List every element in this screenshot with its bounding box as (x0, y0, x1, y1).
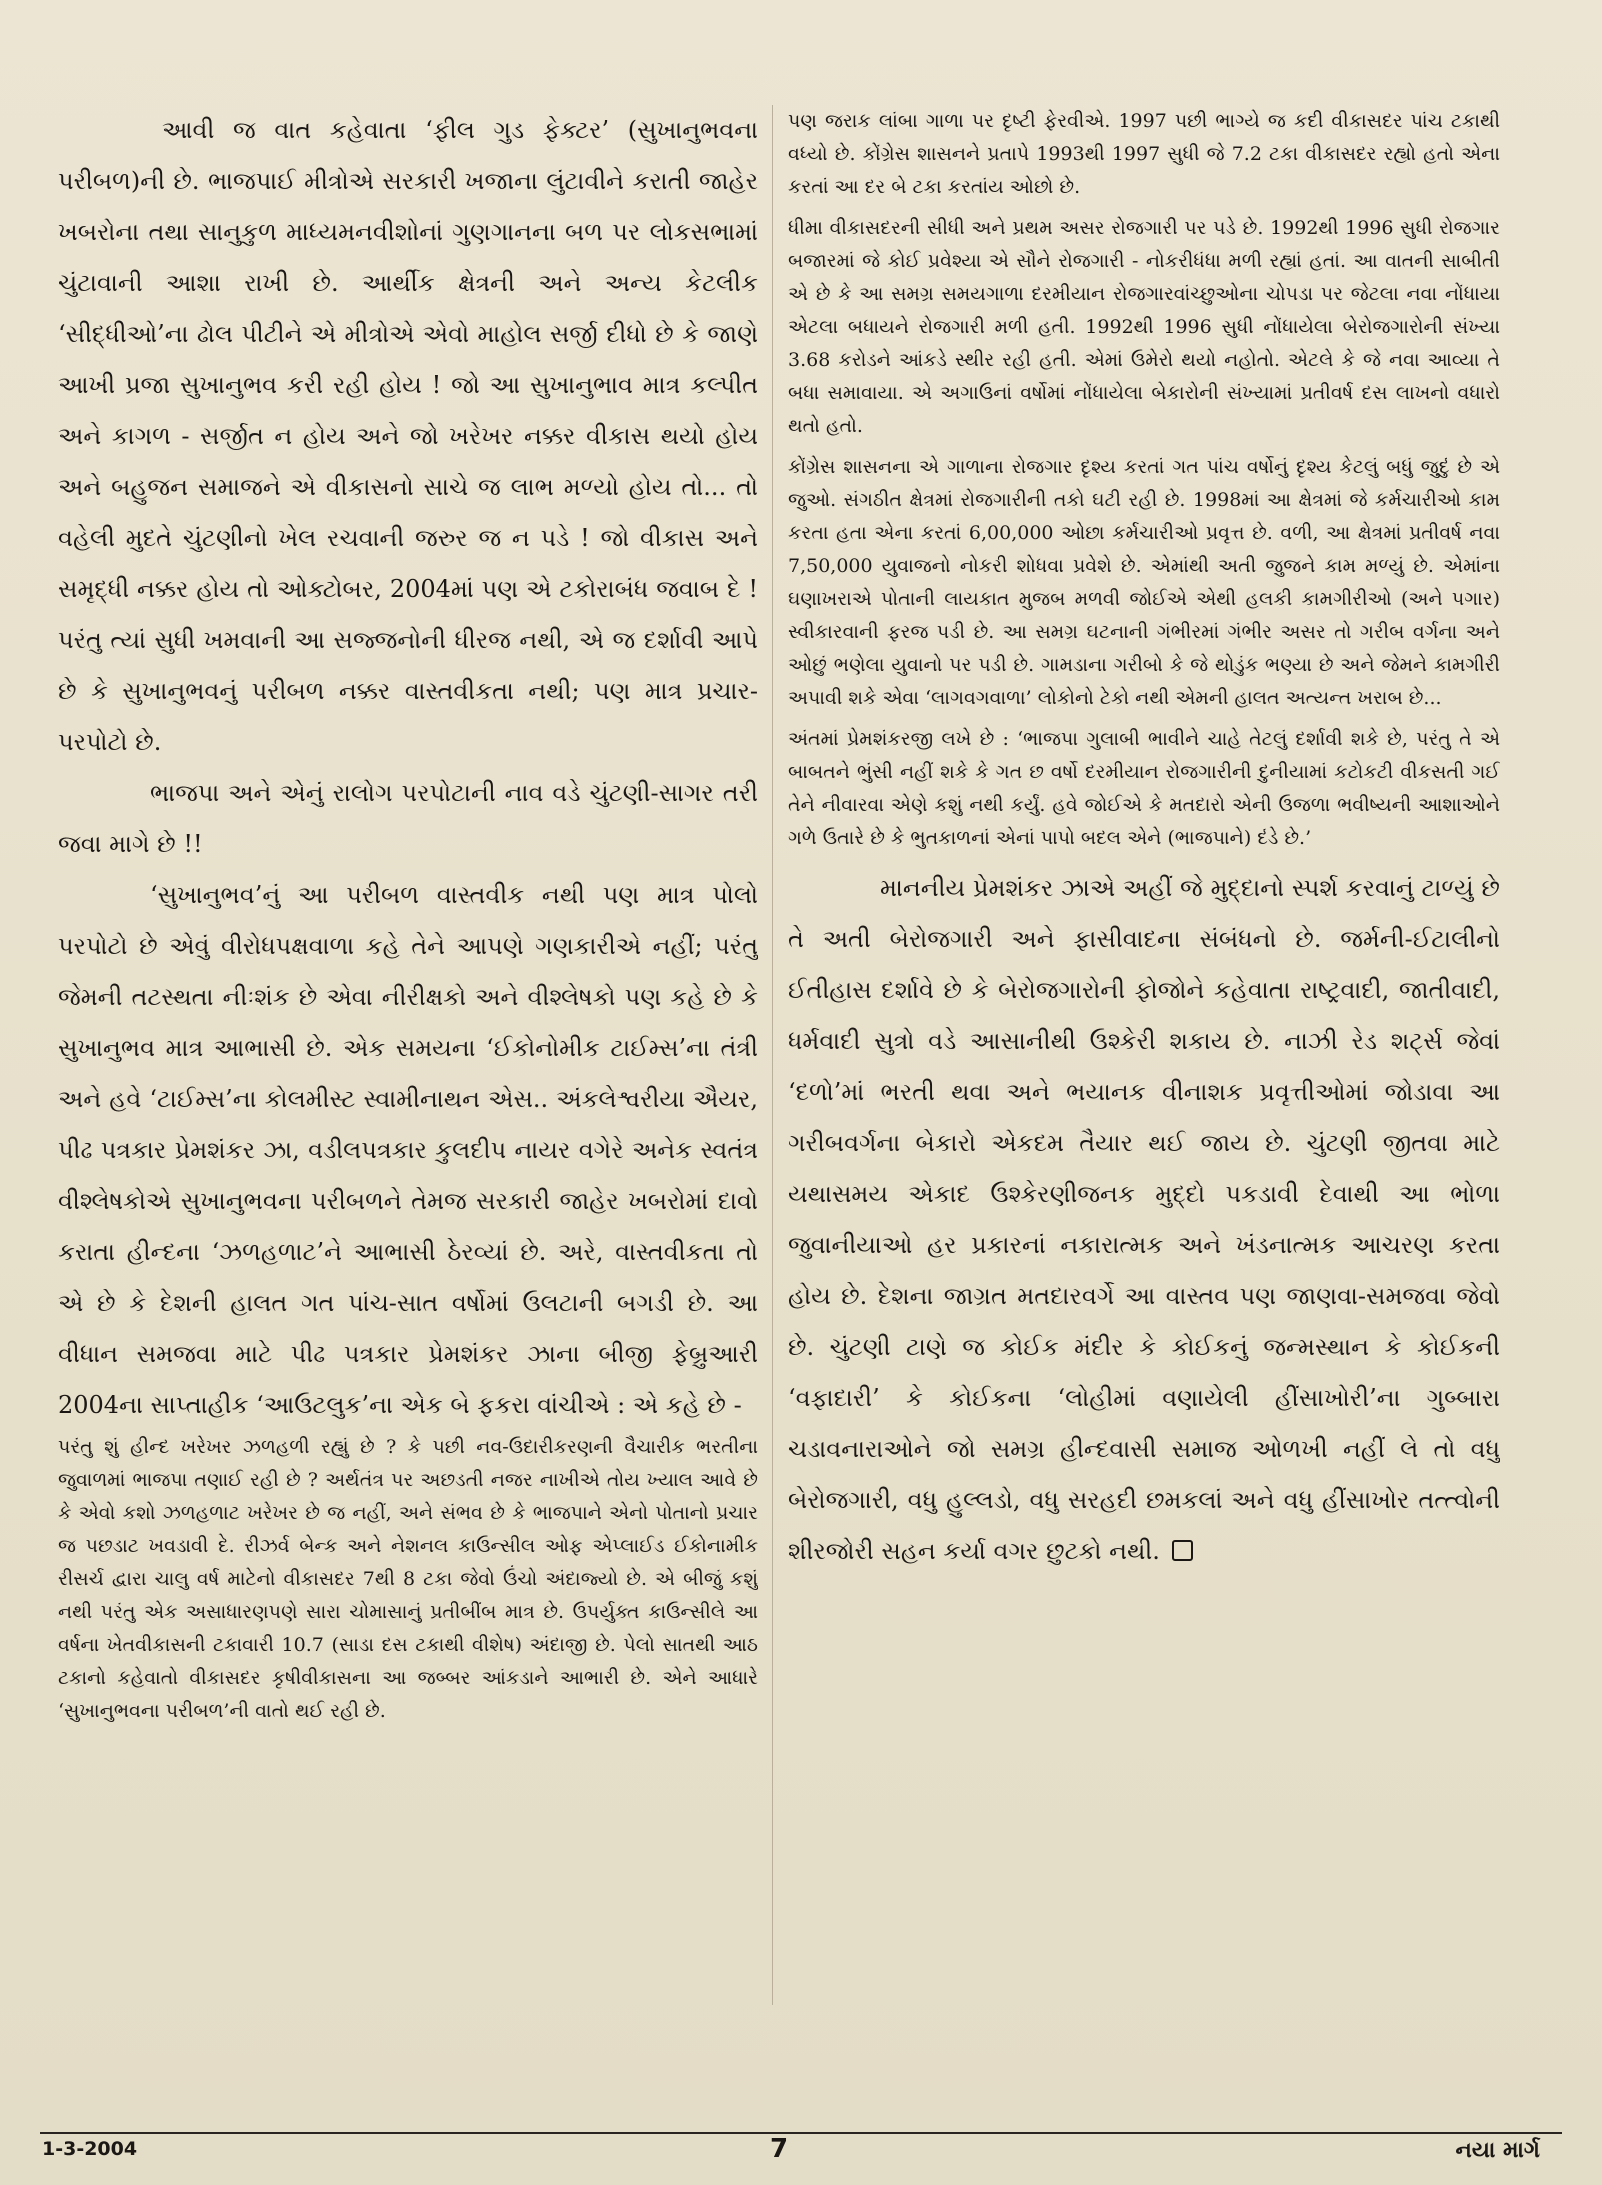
paragraph-bjp-bubble: ભાજપા અને એનું રાલોગ પરપોટાની નાવ વડે ચુંટણી-સાગર તરી જવા માગે છે !! (58, 779, 758, 858)
quote-paragraph-outlook: પરંતુ શું હીન્દ ખરેખર ઝળહળી રહ્યું છે ? કે પછી નવ-ઉદારીકરણની વૈચારીક ભરતીના જુવાળમાં ભાજપા તણાઈ રહી છે ? અર્થતંત્ર પર અછડતી નજર નાખીએ તોય ખ્યાલ આવે છે કે એવો કશો ઝળહળાટ ખરેખર છે જ નહીં, અને સંભવ છે કે ભાજપાને એનો પોતાનો પ્રચાર જ પછડાટ ખવડાવી દે. રીઝર્વ બેન્ક અને નેશનલ કાઉન્સીલ ઓફ એપ્લાઈડ ઈકોનામીક રીસર્ચ દ્વારા ચાલુ વર્ષ માટેનો વીકાસદર 7થી 8 ટકા જેવો ઉંચો અંદાજ્યો છે. એ બીજું કશું નથી પરંતુ એક અસાધારણપણે સારા ચોમાસાનું પ્રતીબીંબ માત્ર છે. ઉપર્યુક્ત કાઉન્સીલે આ વર્ષના ખેતવીકાસની ટકાવારી 10.7 (સાડા દસ ટકાથી વીશેષ) અંદાજી છે. પેલો સાતથી આઠ ટકાનો કહેવાતો વીકાસદર કૃષીવીકાસના આ જબ્બર આંકડાને આભારી છે. એને આધારે ‘સુખાનુભવના પરીબળ’ની વાતો થઈ રહી છે. (58, 1436, 758, 1722)
footer-rule (40, 2132, 1562, 2134)
page-number: 7 (770, 2134, 789, 2164)
paragraph-feel-good-factor: આવી જ વાત કહેવાતા ‘ફીલ ગુડ ફેક્ટર’ (સુખાનુભવના પરીબળ)ની છે. ભાજપાઈ મીત્રોએ સરકારી ખજાના લુંટાવીને કરાતી જાહેર ખબરોના તથા સાનુકુળ માધ્યમનવીશોનાં ગુણગાનના બળ પર લોકસભામાં ચુંટાવાની આશા રાખી છે. આર્થીક ક્ષેત્રની અને અન્ય કેટલીક ‘સીદ્ધીઓ’ના ઢોલ પીટીને એ મીત્રોએ એવો માહોલ સર્જી દીધો છે કે જાણે આખી પ્રજા સુખાનુભવ કરી રહી હોય ! જો આ સુખાનુભાવ માત્ર કલ્પીત અને કાગળ - સર્જીત ન હોય અને જો ખરેખર નક્કર વીકાસ થયો હોય અને બહુજન સમાજને એ વીકાસનો સાચે જ લાભ મળ્યો હોય તો... તો વહેલી મુદતે ચુંટણીનો ખેલ રચવાની જરુર જ ન પડે ! જો વીકાસ અને સમૃદ્ધી નક્કર હોય તો ઓક્ટોબર, 2004માં પણ એ ટકોરાબંધ જવાબ દે ! પરંતુ ત્યાં સુધી ખમવાની આ સજ્જનોની ધીરજ નથી, એ જ દર્શાવી આપે છે કે સુખાનુભવનું પરીબળ નક્કર વાસ્તવીકતા નથી; પણ માત્ર પ્રચાર-પરપોટો છે. (58, 116, 758, 756)
end-mark-icon (1172, 1540, 1193, 1561)
magazine-name: નયા માર્ગ (1455, 2138, 1540, 2163)
quote-paragraph-job-scene: કોંગ્રેસ શાસનના એ ગાળાના રોજગાર દૃશ્ય કરતાં ગત પાંચ વર્ષોનું દૃશ્ય કેટલું બધું જુદું છે એ જુઓ. સંગઠીત ક્ષેત્રમાં રોજગારીની તકો ઘટી રહી છે. 1998માં આ ક્ષેત્રમાં જે કર્મચારીઓ કામ કરતા હતા એના કરતાં 6,00,000 ઓછા કર્મચારીઓ પ્રવૃત્ત છે. વળી, આ ક્ષેત્રમાં પ્રતીવર્ષ નવા 7,50,000 યુવાજનો નોકરી શોધવા પ્રવેશે છે. એમાંથી અતી જુજને કામ મળ્યું છે. એમાંના ઘણાખરાએ પોતાની લાયકાત મુજબ મળવી જોઈએ એથી હલકી કામગીરીઓ (અને પગાર) સ્વીકારવાની ફરજ પડી છે. આ સમગ્ર ઘટનાની ગંભીરમાં ગંભીર અસર તો ગરીબ વર્ગના અને ઓછું ભણેલા યુવાનો પર પડી છે. ગામડાના ગરીબો કે જે થોડુંક ભણ્યા છે અને જેમને કામગીરી અપાવી શકે એવા ‘લાગવગવાળા’ લોકોનો ટેકો નથી એમની હાલત અત્યન્ત ખરાબ છે... (788, 456, 1500, 709)
paragraph-fascism (788, 863, 1500, 1577)
right-column (788, 105, 1500, 2135)
paragraph-analysts: ‘સુખાનુભવ’નું આ પરીબળ વાસ્તવીક નથી પણ માત્ર પોલો પરપોટો છે એવું વીરોધપક્ષવાળા કહે તેને આપણે ગણકારીએ નહીં; પરંતુ જેમની તટસ્થતા નીઃશંક છે એવા નીરીક્ષકો અને વીશ્લેષકો પણ કહે છે કે સુખાનુભવ માત્ર આભાસી છે. એક સમયના ‘ઈકોનોમીક ટાઈમ્સ’ના તંત્રી અને હવે ‘ટાઈમ્સ’ના કોલમીસ્ટ સ્વામીનાથન એસ.. અંકલેશ્વરીયા ઐયર, પીઢ પત્રકાર પ્રેમશંકર ઝા, વડીલપત્રકાર કુલદીપ નાયર વગેરે અનેક સ્વતંત્ર વીશ્લેષકોએ સુખાનુભવના પરીબળને તેમજ સરકારી જાહેર ખબરોમાં દાવો કરાતા હીન્દના ‘ઝળહળાટ’ને આભાસી ઠેરવ્યાં છે. અરે, વાસ્તવીકતા તો એ છે કે દેશની હાલત ગત પાંચ-સાત વર્ષોમાં ઉલટાની બગડી છે. આ વીધાન સમજવા માટે પીઢ પત્રકાર પ્રેમશંકર ઝાના બીજી ફેબ્રુઆરી 2004ના સાપ્તાહીક ‘આઉટલુક’ના એક બે ફકરા વાંચીએ : એ કહે છે - (58, 881, 758, 1419)
quote-paragraph-growth-rate: પણ જરાક લાંબા ગાળા પર દૃષ્ટી ફેરવીએ. 1997 પછી ભાગ્યે જ કદી વીકાસદર પાંચ ટકાથી વધ્યો છે. કોંગ્રેસ શાસનને પ્રતાપે 1993થી 1997 સુધી જે 7.2 ટકા વીકાસદર રહ્યો હતો એના કરતાં આ દર બે ટકા કરતાંય ઓછો છે. (788, 110, 1500, 198)
paragraph-fascism-text: માનનીય પ્રેમશંકર ઝાએ અહીં જે મુદ્દાનો સ્પર્શ કરવાનું ટાળ્યું છે તે અતી બેરોજગારી અને ફાસીવાદના સંબંધનો છે. જર્મની-ઈટાલીનો ઈતીહાસ દર્શાવે છે કે બેરોજગારોની ફોજોને કહેવાતા રાષ્ટ્રવાદી, જાતીવાદી, ધર્મવાદી સુત્રો વડે આસાનીથી ઉશ્કેરી શકાય છે. નાઝી રેડ શર્ટ્સ જેવાં ‘દળો’માં ભરતી થવા અને ભયાનક વીનાશક પ્રવૃત્તીઓમાં જોડાવા આ ગરીબવર્ગના બેકારો એકદમ તૈયાર થઈ જાય છે. ચુંટણી જીતવા માટે યથાસમય એકાદ ઉશ્કેરણીજનક મુદ્દો પકડાવી દેવાથી આ ભોળા જુવાનીયાઓ હર પ્રકારનાં નકારાત્મક અને ખંડનાત્મક આચરણ કરતા હોય છે. દેશના જાગ્રત મતદારવર્ગે આ વાસ્તવ પણ જાણવા-સમજવા જેવો છે. ચુંટણી ટાણે જ કોઈક મંદીર કે કોઈકનું જન્મસ્થાન કે કોઈકની ‘વફાદારી’ કે કોઈકના ‘લોહીમાં વણાયેલી હીંસાખોરી’ના ગુબ્બારા ચડાવનારાઓને જો સમગ્ર હીન્દવાસી સમાજ ઓળખી નહીં લે તો વધુ બેરોજગારી, વધુ હુલ્લડો, વધુ સરહદી છમકલાં અને વધુ હીંસાખોર તત્ત્વોની શીરજોરી સહન કર્યા વગર છુટકો નથી. (788, 874, 1500, 1565)
footer-date: 1-3-2004 (42, 2138, 138, 2160)
column-divider (772, 105, 773, 2005)
quote-paragraph-employment: ધીમા વીકાસદરની સીધી અને પ્રથમ અસર રોજગારી પર પડે છે. 1992થી 1996 સુધી રોજગાર બજારમાં જે કોઈ પ્રવેશ્યા એ સૌને રોજગારી - નોકરીધંધા મળી રહ્યાં હતાં. આ વાતની સાબીતી એ છે કે આ સમગ્ર સમયગાળા દરમીયાન રોજગારવાંચ્છુઓના ચોપડા પર જેટલા નવા નોંધાયા એટલા બધાયને રોજગારી મળી હતી. 1992થી 1996 સુધી નોંધાયેલા બેરોજગારોની સંખ્યા 3.68 કરોડને આંકડે સ્થીર રહી હતી. એમાં ઉમેરો થયો નહોતો. એટલે કે જે નવા આવ્યા તે બધા સમાવાયા. એ અગાઉનાં વર્ષોમાં નોંધાયેલા બેકારોની સંખ્યામાં પ્રતીવર્ષ દસ લાખનો વધારો થતો હતો. (788, 217, 1500, 437)
left-column (58, 105, 758, 2135)
quote-paragraph-conclusion: અંતમાં પ્રેમશંકરજી લખે છે : ‘ભાજપા ગુલાબી ભાવીને ચાહે તેટલું દર્શાવી શકે છે, પરંતુ તે એ બાબતને ભુંસી નહીં શકે કે ગત છ વર્ષો દરમીયાન રોજગારીની દુનીયામાં કટોકટી વીકસતી ગઈ તેને નીવારવા એણે કશું નથી કર્યું. હવે જોઈએ કે મતદારો એની ઉજળા ભવીષ્યની આશાઓને ગળે ઉતારે છે કે ભુતકાળનાં એનાં પાપો બદલ એને (ભાજપાને) દંડે છે.’ (788, 728, 1500, 849)
